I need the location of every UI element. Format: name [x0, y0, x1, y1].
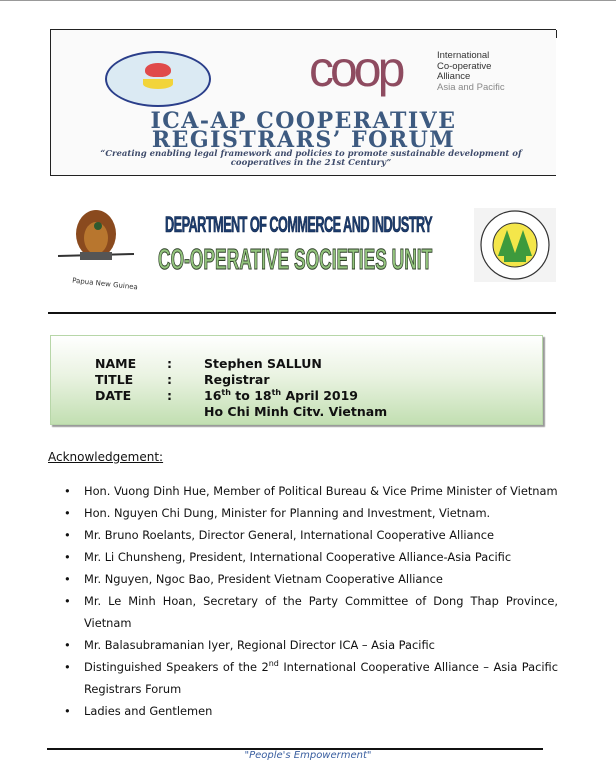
list-item: • Distinguished Speakers of the 2nd International Cooperative Alliance – Asia Pacific Registrars Forum: [62, 656, 558, 700]
event-date: 16th to 18th April 2019: [204, 387, 358, 403]
acknowledgement-heading: Acknowledgement:: [48, 450, 164, 464]
acknowledgement-list: [62, 480, 558, 722]
list-item: • Mr. Balasubramanian Iyer, Regional Director ICA – Asia Pacific: [62, 634, 558, 656]
png-bird-of-paradise-crest-icon: [56, 208, 136, 276]
speaker-name: Stephen SALLUN: [204, 356, 322, 371]
cooperative-societies-seal-icon: [474, 208, 556, 282]
forum-title-line1: ICA-AP COOPERATIVE: [150, 108, 457, 134]
page-top-border: [0, 0, 616, 1]
header-divider: [48, 312, 556, 314]
name-row: NAME : Stephen SALLUN: [95, 356, 322, 371]
speaker-title: Registrar: [204, 372, 270, 387]
forum-tagline: “Creating enabling legal framework and policies to promote sustainable development of cooperatives in the 21st Century”: [100, 149, 522, 168]
coop-logo: coop: [309, 41, 402, 97]
title-row: TITLE : Registrar: [95, 372, 270, 387]
list-item: • Hon. Nguyen Chi Dung, Minister for Planning and Investment, Vietnam.: [62, 502, 558, 524]
png-crest-label: Papua New Guinea: [71, 276, 139, 292]
list-item: • Ladies and Gentlemen: [62, 700, 558, 722]
date-row: DATE : 16th to 18th April 2019: [95, 387, 358, 403]
list-item: • Mr. Le Minh Hoan, Secretary of the Party Committee of Dong Thap Province, Vietnam: [62, 590, 558, 634]
unit-title: CO-OPERATIVE SOCIETIES UNIT: [158, 244, 433, 276]
list-item: • Mr. Li Chunsheng, President, International Cooperative Alliance-Asia Pacific: [62, 546, 558, 568]
list-item: • Mr. Bruno Roelants, Director General, International Cooperative Alliance: [62, 524, 558, 546]
footer-quote: "People's Empowerment": [244, 750, 372, 761]
department-title: DEPARTMENT OF COMMERCE AND INDUSTRY: [165, 212, 433, 237]
speaker-details-box: [50, 335, 543, 425]
list-item: • Mr. Nguyen, Ngoc Bao, President Vietnam Cooperative Alliance: [62, 568, 558, 590]
event-location: Ho Chi Minh Citv. Vietnam: [204, 404, 388, 419]
list-item: • Hon. Vuong Dinh Hue, Member of Political Bureau & Vice Prime Minister of Vietnam: [62, 480, 558, 502]
ica-logo-text: International Co-operative Alliance Asia and Pacific: [437, 50, 505, 93]
forum-header-banner: [50, 29, 556, 176]
vietnam-cooperative-alliance-logo: [105, 51, 211, 107]
location-row: [95, 404, 387, 420]
forum-title-line2: REGISTRARS’ FORUM: [151, 127, 456, 153]
